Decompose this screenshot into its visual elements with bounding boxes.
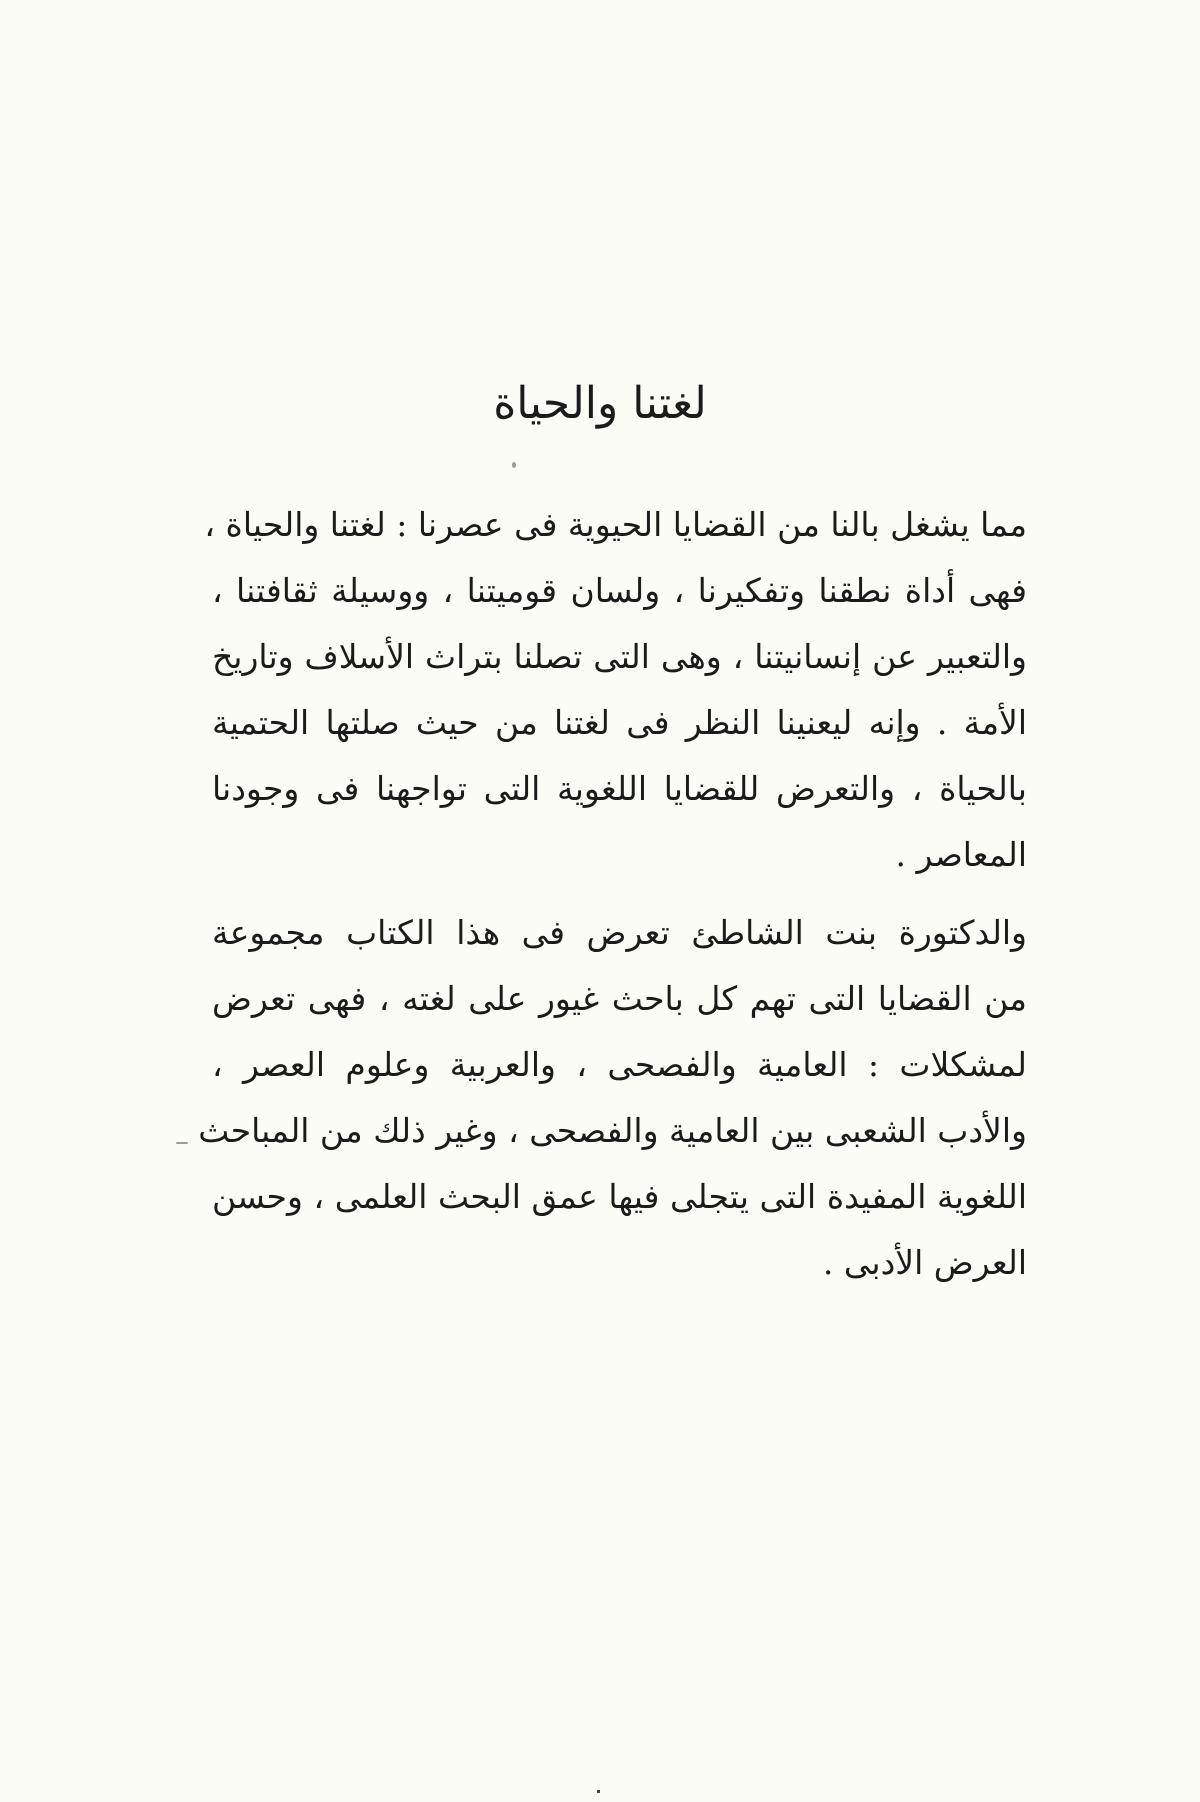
- paper-speck: [597, 1790, 600, 1793]
- paragraph-1: [204, 492, 1027, 888]
- page-title: لغتنا والحياة: [493, 378, 707, 429]
- paragraph-line: الأمة . وإنه ليعنينا النظر فى لغتنا من حيث صلتها الحتمية: [212, 703, 1027, 742]
- paragraph-line: لمشكلات : العامية والفصحى ، والعربية وعلوم العصر ،: [212, 1045, 1027, 1084]
- paragraph-line: من القضايا التى تهم كل باحث غيور على لغته ، فهى تعرض: [212, 979, 1027, 1018]
- paragraph-line: والأدب الشعبى بين العامية والفصحى ، وغير ذلك من المباحث: [198, 1111, 1027, 1150]
- paragraph-line: بالحياة ، والتعرض للقضايا اللغوية التى تواجهنا فى وجودنا: [212, 769, 1027, 808]
- paragraph-line: اللغوية المفيدة التى يتجلى فيها عمق البحث العلمى ، وحسن: [212, 1177, 1027, 1216]
- paper-speck: [176, 1142, 188, 1144]
- paper-speck: [512, 462, 516, 468]
- paragraph-line: مما يشغل بالنا من القضايا الحيوية فى عصرنا : لغتنا والحياة ،: [204, 505, 1027, 544]
- paragraph-line: العرض الأدبى .: [822, 1243, 1027, 1282]
- paragraph-line: والدكتورة بنت الشاطئ تعرض فى هذا الكتاب مجموعة: [212, 913, 1027, 952]
- paragraph-2: [198, 900, 1027, 1296]
- paragraph-line: المعاصر .: [895, 835, 1027, 874]
- paragraph-line: والتعبير عن إنسانيتنا ، وهى التى تصلنا بتراث الأسلاف وتاريخ: [212, 637, 1027, 676]
- paragraph-line: فهى أداة نطقنا وتفكيرنا ، ولسان قوميتنا ، ووسيلة ثقافتنا ،: [212, 571, 1027, 610]
